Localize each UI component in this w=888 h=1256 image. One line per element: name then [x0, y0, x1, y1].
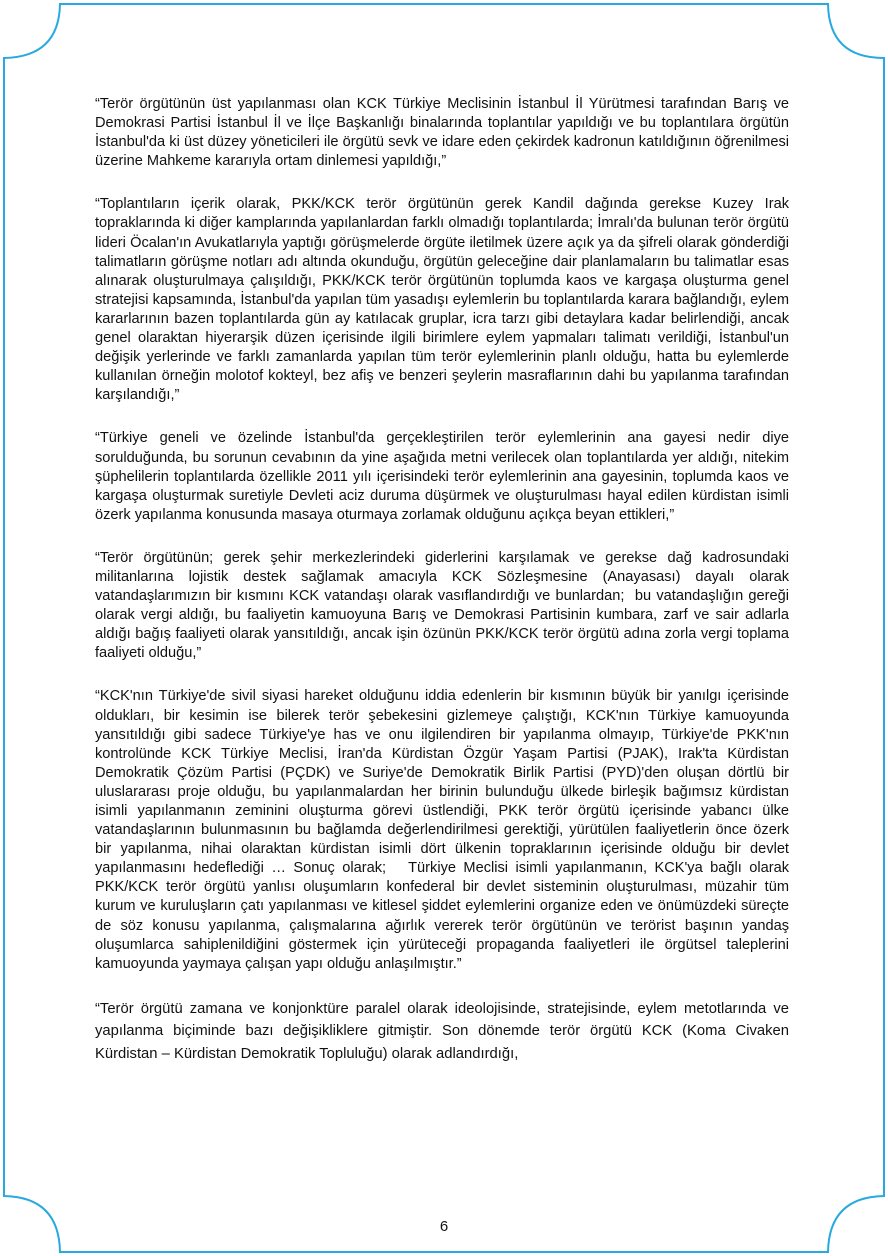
paragraph-4: “Terör örgütünün; gerek şehir merkezlerindeki giderlerini karşılamak ve gerekse dağ kadrosundaki militanlarına lojistik destek sağlamak amacıyla KCK Sözleşmesine (Anayasası) dayalı olarak vatandaşlarımızın bir kısmını KCK vatandaşı olarak vasıflandırdığı ve bunlardan; bu vatandaşlığın gereği olarak vergi aldığı, bu faaliyetin kamuoyuna Barış ve Demokrasi Partisinin kumbara, zarf ve sair adlarla aldığı bağış faaliyeti olarak yansıtıldığı, ancak işin özünün PKK/KCK terör örgütü adına zorla vergi toplama faaliyeti olduğu,” [95, 549, 794, 662]
paragraph-3: “Türkiye geneli ve özelinde İstanbul'da gerçekleştirilen terör eylemlerinin ana gayesi nedir diye sorulduğunda, bu sorunun cevabının da yine aşağıda metni verilecek olan toplantılarda yer aldığı, nitekim şüphelilerin toplantılarda özellikle 2011 yılı içerisindeki terör eylemlerinin ana gayesinin, toplumda kaos ve kargaşa oluşturmak suretiyle Devleti aciz duruma düşürmek ve oluşturulması hayal edilen kürdistan isimli özerk yapılanma konusunda masaya oturmaya zorlamak olduğunu açıkça beyan ettikleri,” [95, 430, 794, 523]
paragraph-5: “KCK'nın Türkiye'de sivil siyasi hareket olduğunu iddia edenlerin bir kısmının büyük bir yanılgı içerisinde oldukları, bir kesimin ise bilerek terör şebekesini gizlemeye çalıştığı, KCK'nın Türkiye kamuoyunda yansıtıldığı gibi sadece Türkiye'ye has ve onu ilgilendiren bir yapılanma olmayıp, Türkiye'de PKK'nın kontrolünde KCK Türkiye Meclisi, İran'da Kürdistan Özgür Yaşam Partisi (PJAK), Irak'ta Kürdistan Demokratik Çözüm Partisi (PÇDK) ve Suriye'de Demokratik Birlik Partisi (PYD)'den oluşan dörtlü bir uluslararası proje olduğu, bu yapılanmalardan her birinin bulunduğu ülkede birleşik bağımsız kürdistan isimli yapılanmanın zeminini oluşturma görevi üstlendiği, PKK terör örgütü içerisinde yabancı ülke vatandaşlarının bulunmasının bu bağlamda değerlendirilmesi gerektiği, yürütülen faaliyetlerin önce özerk bir yapılanma, nihai olaraktan kürdistan isimli dört ülkenin topraklarının içerisinde olduğu bir devlet yapılanmasını hedeflediği … Sonuç olarak; Türkiye Meclisi isimli yapılanmanın, KCK'ya bağlı olarak PKK/KCK terör örgütü yanlısı oluşumların konfederal bir devlet sisteminin oluşturulması, müzahir tüm kurum ve kuruluşların çatı yapılanması ve kitlesel şiddet eylemlerini organize eden ve önümüzdeki süreçte de söz konusu yapılanma, çalışmalarına ağırlık vererek terör örgütünün ve terörist başının yandaş oluşumlarca sahiplenildiğini göstermek için yürüteceği propaganda faaliyetleri ile örgütsel taleplerini kamuoyunda yaymaya çalışan yapı olduğu anlaşılmıştır.” [95, 688, 794, 972]
document-body [95, 95, 794, 1089]
paragraph-2: “Toplantıların içerik olarak, PKK/KCK terör örgütünün gerek Kandil dağında gerekse Kuzey Irak topraklarında ki diğer kamplarında yapılanlardan farklı olmadığı toplantılarda; İmralı'da bulunan terör örgütü lideri Öcalan'ın Avukatlarıyla yaptığı görüşmelerde örgüte iletilmek üzere açık ya da şifreli olarak gönderdiği talimatların görüşme notları adı altında okunduğu, örgütün geleceğine dair planlamaların bu talimatlar esas alınarak oluşturulmaya çalışıldığı, PKK/KCK terör örgütünün toplumda kaos ve kargaşa oluşturma genel stratejisi kapsamında, İstanbul'da yapılan tüm yasadışı eylemlerin bu toplantılarda karara bağlandığı, eylem kararlarının bazen toplantılarda gün ay katılacak gruplar, icra tarzı gibi detaylara kadar belirlendiği, ancak genel olaraktan hiyerarşik düzen içerisinde ilgili birimlere eylem yapmaları talimatı verildiği, İstanbul'un değişik yerlerinde ve farklı zamanlarda yapılan tüm terör eylemlerinin planlı olduğu, hatta bu eylemlerde kullanılan örneğin molotof kokteyl, bez afiş ve benzeri şeylerin masraflarının dahi bu yapılanma tarafından karşılandığı,” [95, 196, 794, 404]
page-number: 6 [439, 1218, 449, 1235]
paragraph-6: “Terör örgütü zamana ve konjonktüre paralel olarak ideolojisinde, stratejisinde, eylem metotlarında ve yapılanma biçiminde bazı değişikliklere gitmiştir. Son dönemde terör örgütü KCK (Koma Civaken Kürdistan – Kürdistan Demokratik Topluluğu) olarak adlandırdığı, [95, 1000, 794, 1062]
paragraph-1: “Terör örgütünün üst yapılanması olan KCK Türkiye Meclisinin İstanbul İl Yürütmesi tarafından Barış ve Demokrasi Partisi İstanbul İl ve İlçe Başkanlığı binalarında toplantılar yapıldığı ve bu toplantılara örgütün İstanbul'da ki üst düzey yöneticileri ile örgütü sevk ve idare eden çekirdek kadronun katıldığının öğrenilmesi üzerine Mahkeme kararıyla ortam dinlemesi yapıldığı,” [95, 96, 794, 170]
